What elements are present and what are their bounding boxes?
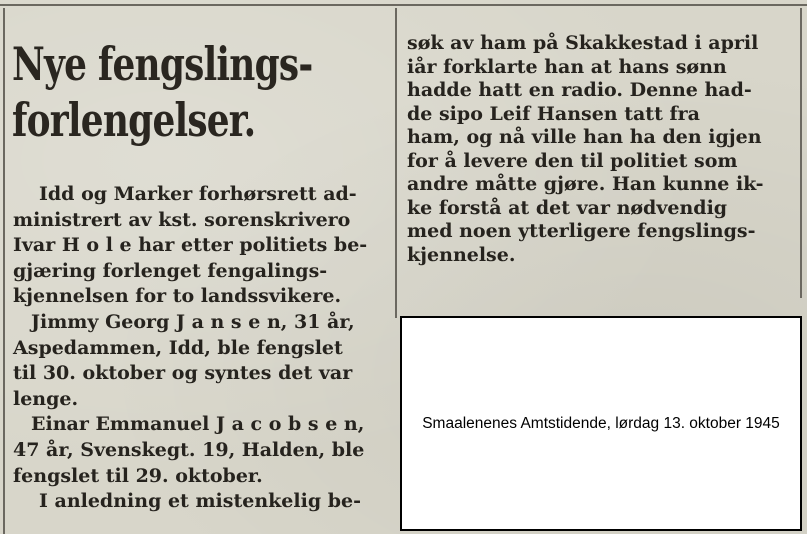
left-text-line: ministrert av kst. sorenskrivero: [13, 208, 351, 231]
left-text-line: gjæring forlenget fengalings-: [13, 259, 328, 282]
middle-column-rule: [395, 8, 397, 318]
left-column-text: [13, 182, 392, 515]
left-text-line: I anledning et mistenkelig be-: [39, 490, 361, 513]
right-text-line: andre måtte gjøre. Han kunne ik-: [407, 173, 764, 195]
right-text-line: hadde hatt en radio. Denne had-: [407, 79, 752, 101]
right-text-line: søk av ham på Skakkestad i april: [407, 32, 759, 54]
left-text-line: lenge.: [13, 387, 79, 410]
top-column-rule: [0, 4, 807, 6]
left-text-line: Einar Emmanuel J a c o b s e n,: [31, 413, 365, 436]
right-column-text: [407, 32, 793, 267]
left-column-rule: [3, 8, 5, 534]
article-headline: [12, 36, 313, 148]
headline-line-2: forlengelser.: [12, 93, 256, 147]
left-text-line: Jimmy Georg J a n s e n, 31 år,: [31, 310, 355, 333]
left-text-line: Idd og Marker forhørsrett ad-: [39, 183, 357, 205]
right-text-line: de sipo Leif Hansen tatt fra: [407, 102, 700, 125]
left-text-line: 47 år, Svenskegt. 19, Halden, ble: [13, 438, 365, 461]
right-text-line: kjennelse.: [407, 243, 516, 266]
left-text-line: Ivar H o l e har etter politiets be-: [13, 234, 368, 257]
right-text-line: ke forstå at det var nødvendig: [407, 196, 728, 219]
left-text-line: fengslet til 29. oktober.: [13, 464, 263, 487]
source-caption-box: [400, 316, 802, 531]
right-text-line: for å levere den til politiet som: [407, 149, 738, 172]
headline-line-1: Nye fengslings-: [12, 37, 313, 91]
left-text-line: til 30. oktober og syntes det var: [13, 362, 353, 385]
source-caption: Smaalenenes Amtstidende, lørdag 13. oktober 1945: [422, 415, 780, 432]
left-text-line: kjennelsen for to landssvikere.: [13, 285, 342, 308]
right-text-line: med noen ytterligere fengslings-: [407, 220, 756, 242]
right-text-line: ham, og nå ville han ha den igjen: [407, 126, 762, 148]
right-text-line: iår forklarte han at hans sønn: [407, 55, 727, 78]
right-column-rule: [800, 8, 802, 298]
left-text-line: Aspedammen, Idd, ble fengslet: [13, 336, 343, 359]
